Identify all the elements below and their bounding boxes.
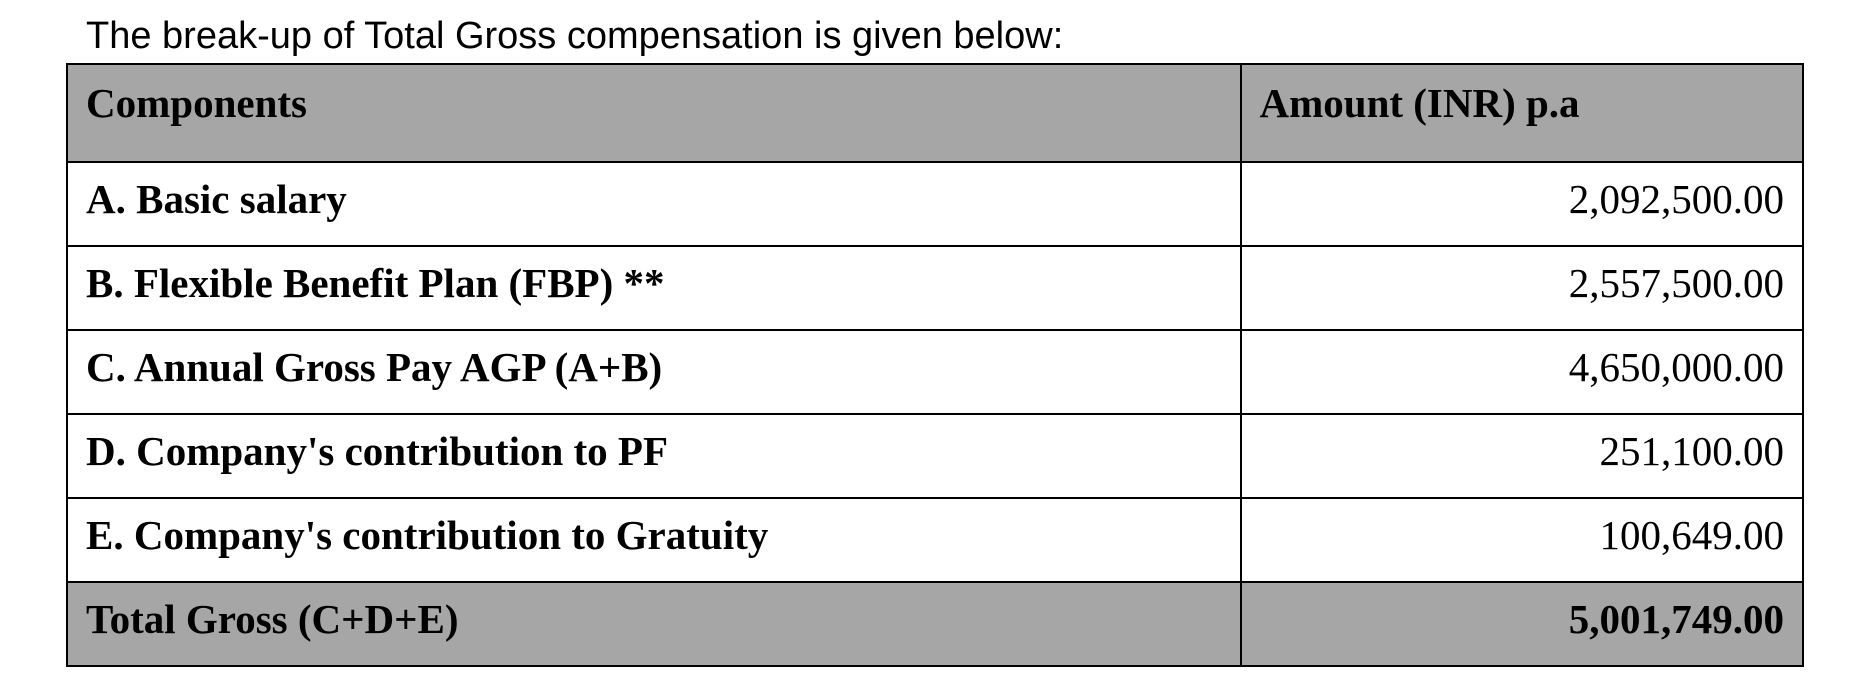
table-row bbox=[67, 330, 1803, 414]
header-components: Components bbox=[67, 64, 1241, 162]
header-amount: Amount (INR) p.a bbox=[1241, 64, 1804, 162]
table-header-row bbox=[67, 64, 1803, 162]
total-amount: 5,001,749.00 bbox=[1241, 582, 1804, 666]
table-row bbox=[67, 498, 1803, 582]
table-row bbox=[67, 414, 1803, 498]
intro-text: The break-up of Total Gross compensation is given below: bbox=[86, 15, 1064, 57]
row-amount: 251,100.00 bbox=[1241, 414, 1804, 498]
row-amount: 100,649.00 bbox=[1241, 498, 1804, 582]
compensation-table bbox=[66, 63, 1804, 667]
total-label: Total Gross (C+D+E) bbox=[67, 582, 1241, 666]
row-label: D. Company's contribution to PF bbox=[67, 414, 1241, 498]
row-amount: 2,557,500.00 bbox=[1241, 246, 1804, 330]
row-label: C. Annual Gross Pay AGP (A+B) bbox=[67, 330, 1241, 414]
row-amount: 4,650,000.00 bbox=[1241, 330, 1804, 414]
row-label: B. Flexible Benefit Plan (FBP) ** bbox=[67, 246, 1241, 330]
total-row bbox=[67, 582, 1803, 666]
row-amount: 2,092,500.00 bbox=[1241, 162, 1804, 246]
table-row bbox=[67, 246, 1803, 330]
table-row bbox=[67, 162, 1803, 246]
row-label: E. Company's contribution to Gratuity bbox=[67, 498, 1241, 582]
row-label: A. Basic salary bbox=[67, 162, 1241, 246]
